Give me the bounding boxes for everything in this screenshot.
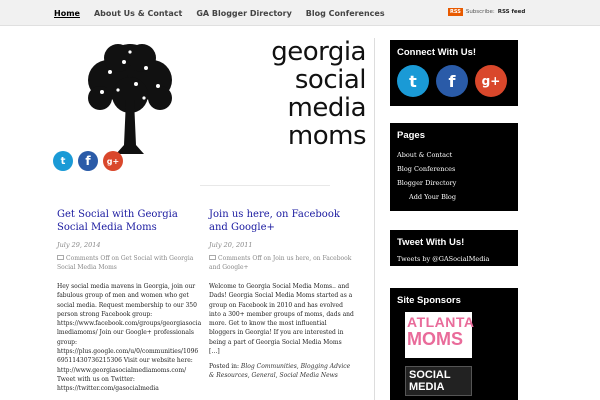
category-links[interactable]: Blog Communities, Blogging Advice & Resources, General, Social Media News (209, 363, 351, 380)
posted-in-label: Posted in: (209, 363, 239, 371)
site-title-line: media (287, 93, 366, 123)
sponsors-widget (390, 288, 518, 400)
header-social-icons (53, 151, 128, 171)
pages-list (390, 146, 518, 204)
site-title-line: georgia (271, 37, 366, 67)
nav-about-contact[interactable]: About Us & Contact (93, 8, 183, 18)
tree-logo-icon[interactable] (80, 40, 180, 158)
post-title[interactable]: Get Social with Georgia Social Media Moms (57, 209, 178, 233)
facebook-icon[interactable]: f (436, 65, 468, 97)
twitter-icon[interactable]: t (53, 151, 73, 171)
subscribe-label: Subscribe: (465, 9, 495, 15)
comments-text: Comments Off on Join us here, on Facebook and Google+ (209, 255, 352, 271)
nav-home[interactable]: Home (54, 8, 80, 18)
google-plus-icon[interactable]: g+ (475, 65, 507, 97)
site-title-line: moms (287, 121, 366, 151)
comments-text: Comments Off on Get Social with Georgia Social Media Moms (57, 255, 194, 271)
page-link-blogger-directory[interactable]: Blogger Directory (397, 179, 457, 187)
pages-widget (390, 123, 518, 211)
facebook-icon[interactable]: f (78, 151, 98, 171)
header-divider (200, 185, 330, 186)
widget-title: Site Sponsors (397, 295, 461, 306)
post-article (57, 208, 202, 394)
top-nav-bar (0, 0, 600, 26)
rss-icon[interactable]: RSS (450, 9, 461, 15)
comment-icon (57, 255, 64, 260)
connect-icons (390, 63, 518, 97)
site-title[interactable] (226, 38, 366, 150)
widget-title: Tweet With Us! (397, 237, 465, 248)
comment-icon (209, 255, 216, 260)
main-nav (54, 0, 399, 26)
page-link-about-contact[interactable]: About & Contact (397, 151, 453, 159)
post-body: Hey social media mavens in Georgia, join our fabulous group of men and women who get social media. Request membership to our 350 person strong Facebook group: https://www.facebook.com/groups/georgiasocialmediamoms/ Join our Google+ professionals group: https://plus.google.com/u/0/communities/109669511430736215306 Visit our website here: http://www.georgiasocialmediamoms.com/ Tweet with us on Twitter: https://twitter.com/gasocialmedia (57, 283, 202, 393)
social-media-sponsor-logo[interactable] (405, 366, 472, 396)
widget-title: Connect With Us! (397, 47, 477, 58)
sponsor-text: MEDIA (409, 381, 445, 393)
tweets-link[interactable]: Tweets by @GASocialMedia (397, 255, 490, 263)
connect-widget (390, 40, 518, 106)
sponsor-text: SOCIAL (409, 369, 451, 381)
rss-feed-link[interactable]: RSS feed (497, 9, 526, 15)
sponsor-text: MOMS (407, 329, 463, 349)
widget-title: Pages (397, 130, 425, 141)
google-plus-icon[interactable]: g+ (103, 151, 123, 171)
sponsor-text: ATLANTA (407, 314, 475, 330)
page-link-add-your-blog[interactable]: Add Your Blog (409, 193, 457, 201)
sidebar-divider (374, 38, 375, 400)
twitter-icon[interactable]: t (397, 65, 429, 97)
post-comments (57, 254, 202, 272)
nav-ga-blogger-directory[interactable]: GA Blogger Directory (196, 8, 292, 18)
post-categories (209, 362, 354, 380)
atlanta-moms-sponsor-logo[interactable] (405, 312, 475, 358)
nav-blog-conferences[interactable]: Blog Conferences (305, 8, 385, 18)
post-body: Welcome to Georgia Social Media Moms.. and Dads! Georgia Social Media Moms started as a group on Facebook in 2010 and has evolved into a 300+ member groups of moms, dads and more. Get to know the most influential bloggers in Georgia! If you are interested in being a part of Georgia Social Media Moms […] (209, 283, 354, 356)
post-article (209, 208, 354, 380)
post-title[interactable]: Join us here, on Facebook and Google+ (209, 209, 340, 233)
post-date: July 29, 2014 (57, 241, 101, 249)
site-title-line: social (294, 65, 366, 95)
page-link-blog-conferences[interactable]: Blog Conferences (397, 165, 456, 173)
post-date: July 20, 2011 (209, 241, 253, 249)
rss-subscribe (448, 8, 525, 16)
post-comments (209, 254, 354, 272)
tweet-widget (390, 230, 518, 266)
